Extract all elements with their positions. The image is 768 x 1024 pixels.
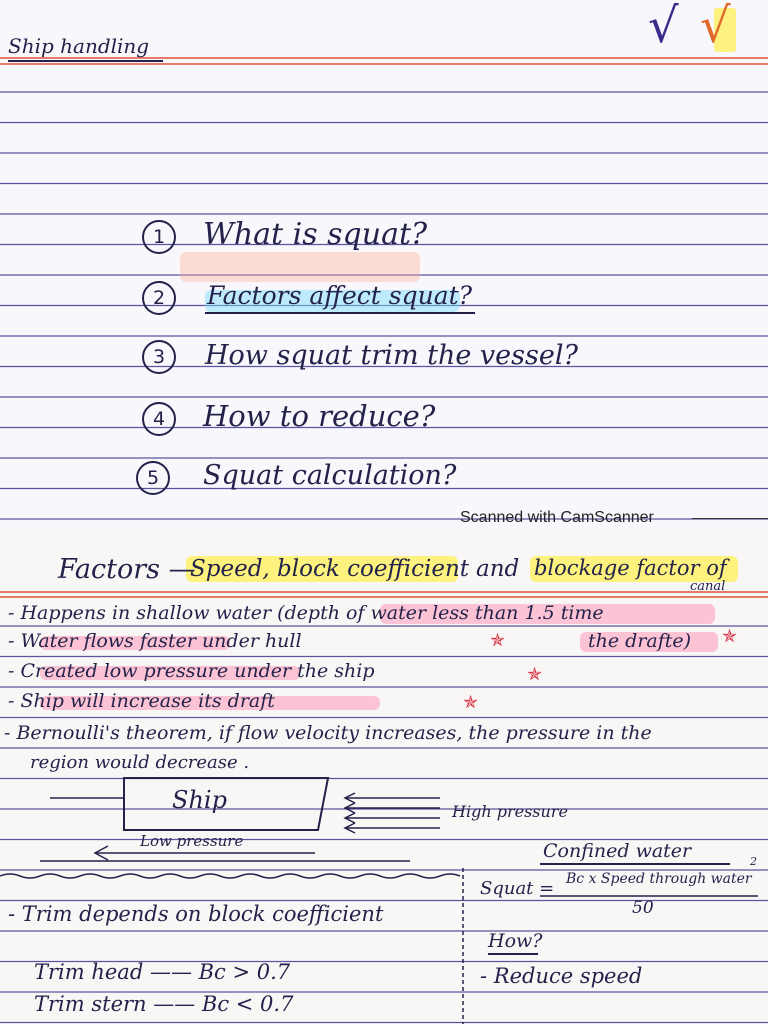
factors-canal: canal xyxy=(690,579,726,594)
how-underline xyxy=(488,953,538,955)
highlight-factors xyxy=(180,252,420,282)
factors-prefix: Factors — xyxy=(58,554,196,585)
notebook-page-2 xyxy=(0,528,768,1024)
star-icon: ✯ xyxy=(527,664,543,685)
question-text: How to reduce? xyxy=(203,399,436,433)
bullet-item: - Created low pressure under the ship xyxy=(8,660,375,682)
how-label: How? xyxy=(488,930,543,952)
confined-water-label: Confined water xyxy=(543,840,692,862)
watermark-line xyxy=(692,518,768,519)
squat-numerator: Bc x Speed through water xyxy=(566,871,752,887)
bullet-item: - Ship will increase its draft xyxy=(8,690,275,712)
check-mark-icon: √ xyxy=(648,0,679,54)
factors-and: and xyxy=(476,556,520,582)
reduce-speed: - Reduce speed xyxy=(480,964,643,988)
squat-label: Squat = xyxy=(480,878,555,899)
question-text: What is squat? xyxy=(203,217,428,252)
confined-water-underline xyxy=(540,863,730,865)
trim-stern: Trim stern —— Bc < 0.7 xyxy=(34,992,294,1016)
trim-depends: - Trim depends on block coefficient xyxy=(8,902,384,926)
factors-blockage: blockage factor of xyxy=(534,556,727,580)
ship-label: Ship xyxy=(172,786,227,814)
bullet-item: - Happens in shallow water (depth of water less than 1.5 time xyxy=(8,602,604,624)
trim-head: Trim head —— Bc > 0.7 xyxy=(34,960,291,984)
low-pressure-label: Low pressure xyxy=(140,832,244,850)
circled-number: 2 xyxy=(142,281,176,315)
bullet-item: region would decrease . xyxy=(30,752,250,773)
squat-exponent: 2 xyxy=(750,855,757,868)
bullet-item: - Bernoulli's theorem, if flow velocity increases, the pressure in the xyxy=(4,722,652,744)
factors-speed-block: Speed, block coefficient xyxy=(190,556,469,582)
scanner-watermark: Scanned with CamScanner xyxy=(460,509,654,526)
circled-number: 4 xyxy=(142,402,176,436)
question-text: How squat trim the vessel? xyxy=(205,340,578,371)
squat-denominator: 50 xyxy=(632,898,654,918)
star-icon: ✯ xyxy=(463,692,479,713)
high-pressure-label: High pressure xyxy=(452,802,568,821)
circled-number: 1 xyxy=(142,220,176,254)
circled-number: 5 xyxy=(136,461,170,495)
circled-number: 3 xyxy=(142,340,176,374)
star-icon: ✯ xyxy=(490,630,506,651)
bullet-item: - Water flows faster under hull xyxy=(8,630,302,652)
ship-diagram xyxy=(0,528,768,1024)
star-icon: ✯ xyxy=(722,626,738,647)
question-text: Squat calculation? xyxy=(203,460,457,491)
question-underline xyxy=(205,312,475,314)
check-mark-icon: √ xyxy=(700,0,731,54)
page-title: Ship handling xyxy=(8,34,150,58)
title-underline xyxy=(8,60,163,62)
question-text: Factors affect squat? xyxy=(207,281,473,310)
bullet-item-tail: the drafte) xyxy=(588,630,692,652)
